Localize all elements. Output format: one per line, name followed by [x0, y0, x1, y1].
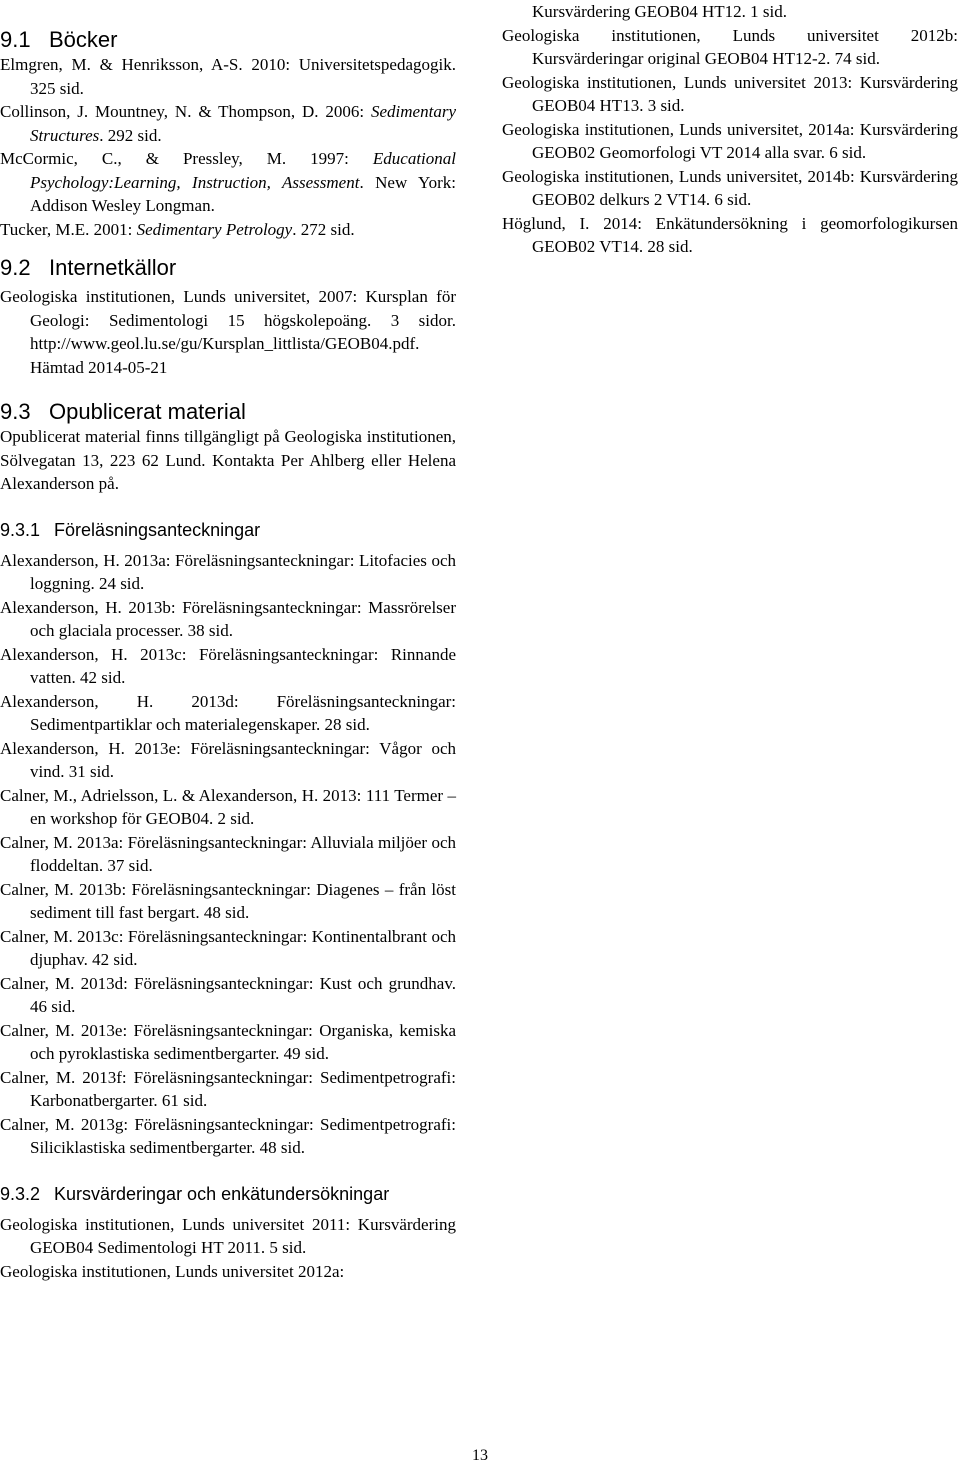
lecture-notes-list — [0, 549, 456, 1160]
reference-item: Geologiska institutionen, Lunds universitet 2012a: — [0, 1261, 345, 1281]
reference-item: Alexanderson, H. 2013c: Föreläsningsanteckningar: Rinnande vatten. 42 sid. — [0, 644, 456, 687]
reference-item: Calner, M. 2013e: Föreläsningsanteckningar: Organiska, kemiska och pyroklastiska sedimentbergarter. 49 sid. — [0, 1020, 456, 1063]
reference-item: Calner, M. 2013c: Föreläsningsanteckningar: Kontinentalbrant och djuphav. 42 sid. — [0, 926, 456, 969]
subsection-heading-evaluations: 9.3.2 Kursvärderingar och enkätundersökningar — [0, 1183, 390, 1204]
evaluations-list — [0, 1213, 456, 1284]
unpublished-paragraph: Opublicerat material finns tillgängligt på Geologiska institutionen, Sölvegatan 13, 223 62 Lund. Kontakta Per Ahlberg eller Helena Alexanderson på. — [0, 427, 456, 493]
reference-item: Alexanderson, H. 2013a: Föreläsningsanteckningar: Litofacies och loggning. 24 sid. — [0, 550, 456, 593]
reference-continuation: Kursvärdering GEOB04 HT12. 1 sid. — [532, 2, 787, 21]
reference-item: Collinson, J. Mountney, N. & Thompson, D. 2006: Sedimentary Structures. 292 sid. — [0, 102, 456, 145]
reference-item: McCormic, C., & Pressley, M. 1997: Educational Psychology:Learning, Instruction, Assessment. New York: Addison Wesley Longman. — [0, 149, 456, 215]
page-number: 13 — [472, 1447, 488, 1464]
section-heading-unpublished: 9.3 Opublicerat material — [0, 399, 246, 424]
reference-item: Geologiska institutionen, Lunds universitet 2013: Kursvärdering GEOB04 HT13. 3 sid. — [502, 72, 958, 115]
reference-item: Calner, M., Adrielsson, L. & Alexanderson, H. 2013: 111 Termer – en workshop för GEOB04. 2 sid. — [0, 785, 456, 828]
subsection-heading-lecture-notes: 9.3.1 Föreläsningsanteckningar — [0, 519, 261, 540]
reference-item: Geologiska institutionen, Lunds universitet 2012b: Kursvärderingar original GEOB04 HT12-2. 74 sid. — [502, 25, 958, 68]
reference-item: Geologiska institutionen, Lunds universitet 2011: Kursvärdering GEOB04 Sedimentologi HT 2011. 5 sid. — [0, 1214, 456, 1257]
reference-item: Alexanderson, H. 2013e: Föreläsningsanteckningar: Vågor och vind. 31 sid. — [0, 738, 456, 781]
reference-item: Alexanderson, H. 2013d: Föreläsningsanteckningar: Sedimentpartiklar och materialegenskaper. 28 sid. — [0, 691, 456, 734]
right-column — [502, 0, 958, 259]
reference-item: Elmgren, M. & Henriksson, A-S. 2010: Universitetspedagogik. 325 sid. — [0, 55, 456, 98]
reference-item: Geologiska institutionen, Lunds universitet, 2014b: Kursvärdering GEOB02 delkurs 2 VT14. 6 sid. — [502, 166, 958, 209]
reference-item: Höglund, I. 2014: Enkätundersökning i geomorfologikursen GEOB02 VT14. 28 sid. — [502, 213, 958, 256]
reference-item: Geologiska institutionen, Lunds universitet, 2014a: Kursvärdering GEOB02 Geomorfologi VT 2014 alla svar. 6 sid. — [502, 119, 958, 162]
reference-item: Calner, M. 2013f: Föreläsningsanteckningar: Sedimentpetrografi: Karbonatbergarter. 61 sid. — [0, 1067, 456, 1110]
section-heading-internet: 9.2 Internetkällor — [0, 255, 177, 280]
books-list — [0, 53, 456, 241]
reference-item: Alexanderson, H. 2013b: Föreläsningsanteckningar: Massrörelser och glaciala processer. 38 sid. — [0, 597, 456, 640]
reference-item: Calner, M. 2013g: Föreläsningsanteckningar: Sedimentpetrografi: Siliciklastiska sedimentbergarter. 48 sid. — [0, 1114, 456, 1157]
reference-item: Calner, M. 2013d: Föreläsningsanteckningar: Kust och grundhav. 46 sid. — [0, 973, 456, 1016]
reference-item: Calner, M. 2013a: Föreläsningsanteckningar: Alluviala miljöer och floddeltan. 37 sid. — [0, 832, 456, 875]
left-column — [0, 0, 456, 1283]
reference-item: Calner, M. 2013b: Föreläsningsanteckningar: Diagenes – från löst sediment till fast bergart. 48 sid. — [0, 879, 456, 922]
reference-item: Geologiska institutionen, Lunds universitet, 2007: Kursplan för Geologi: Sedimentologi 15 högskolepoäng. 3 sidor. http://www.geol.lu.se/gu/Kursplan_littlista/GEOB04.pdf. Hämtad 2014-05-21 — [0, 287, 456, 377]
section-heading-books: 9.1 Böcker — [0, 27, 118, 52]
reference-item: Tucker, M.E. 2001: Sedimentary Petrology. 272 sid. — [0, 219, 355, 239]
